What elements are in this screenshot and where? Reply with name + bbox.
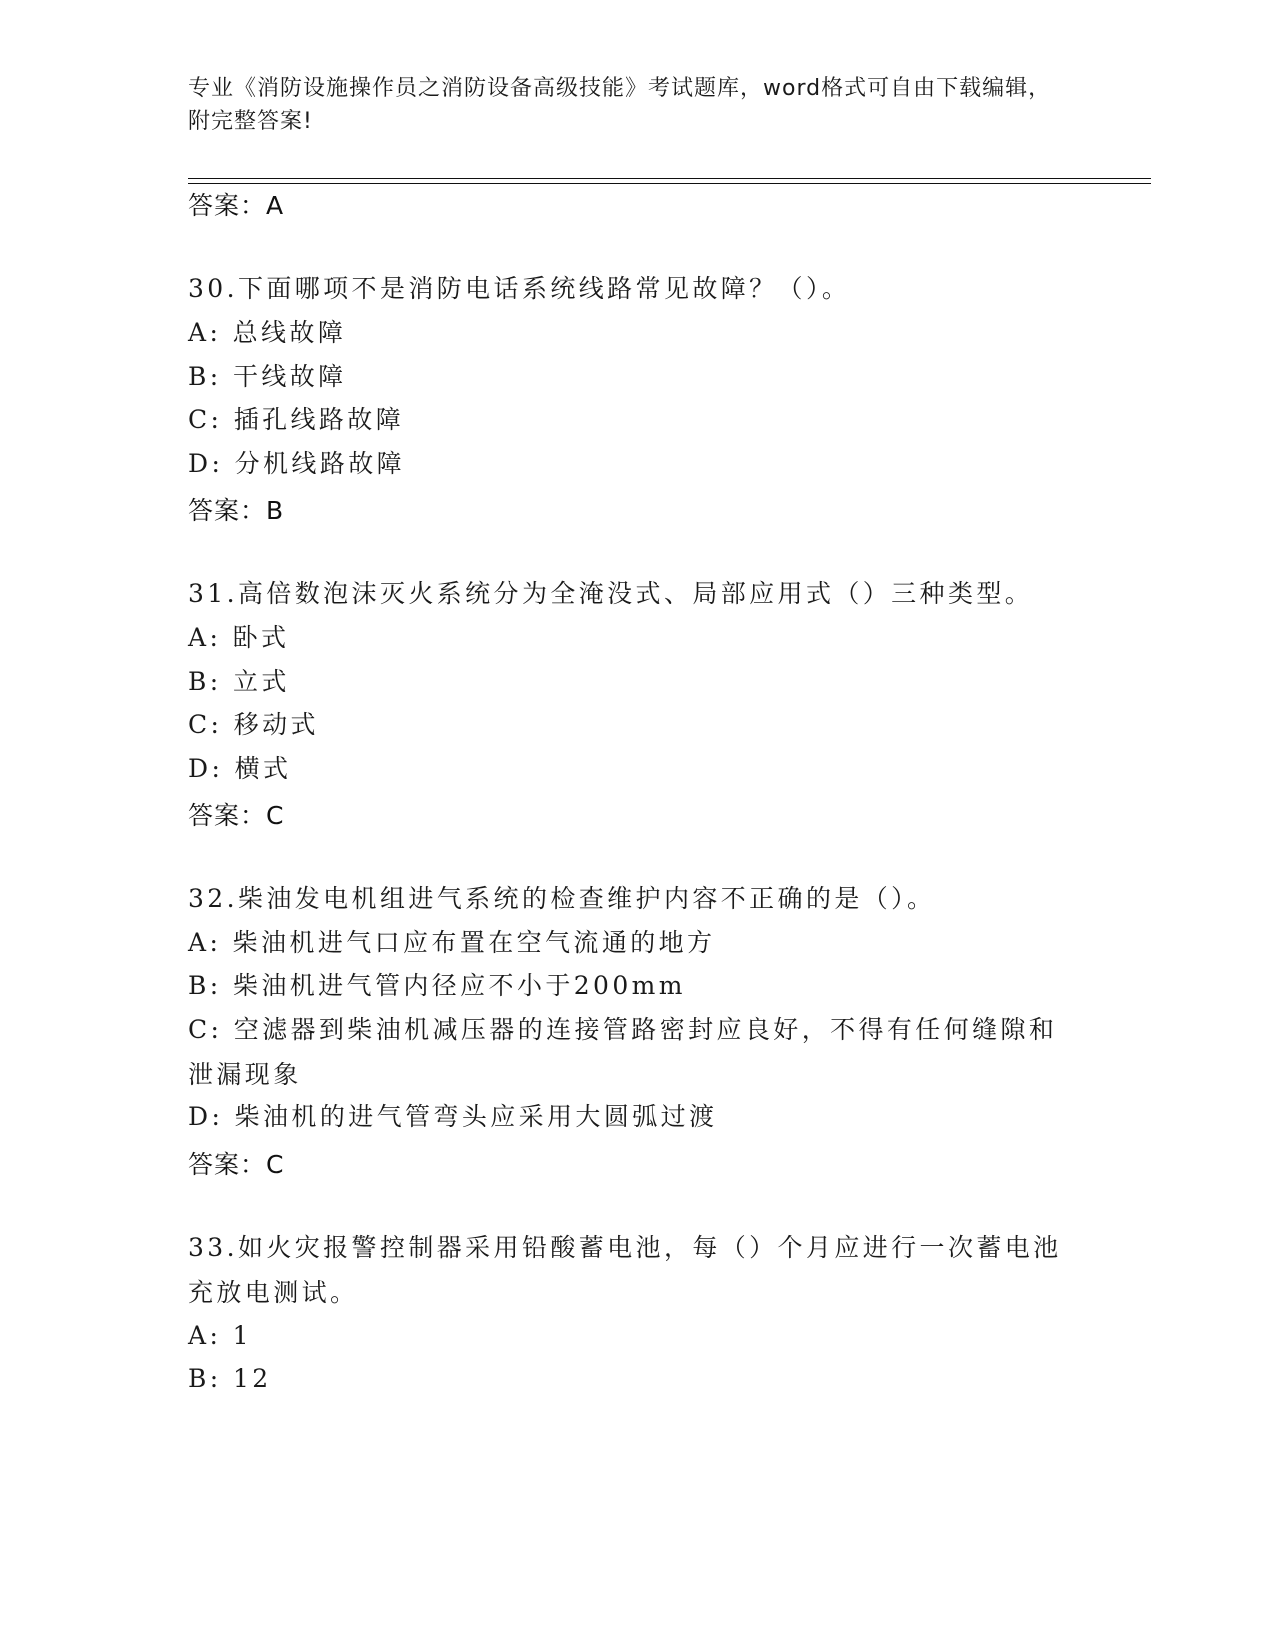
question-33-stem: 33.如火灾报警控制器采用铅酸蓄电池，每（）个月应进行一次蓄电池充放电测试。: [188, 1233, 1062, 1307]
question-31-option-c: C: 移动式: [188, 710, 319, 739]
question-33-option-a: A: 1: [188, 1321, 252, 1350]
question-31-option-a: A: 卧式: [188, 623, 290, 652]
question-32-answer: 答案：C: [188, 1150, 285, 1179]
previous-answer: 答案：A: [188, 191, 285, 220]
question-30-option-d: D: 分机线路故障: [188, 449, 406, 478]
question-32-option-b: B: 柴油机进气管内径应不小于200mm: [188, 971, 686, 1000]
question-31-option-b: B: 立式: [188, 667, 290, 696]
header-divider-top: [188, 178, 1151, 179]
question-30-option-c: C: 插孔线路故障: [188, 405, 405, 434]
question-31-stem: 31.高倍数泡沫灭火系统分为全淹没式、局部应用式（）三种类型。: [188, 579, 1034, 608]
question-32-stem: 32.柴油发电机组进气系统的检查维护内容不正确的是（）。: [188, 884, 936, 913]
question-31-answer: 答案：C: [188, 801, 285, 830]
header-divider-bottom: [188, 183, 1151, 184]
question-30-answer: 答案：B: [188, 496, 285, 525]
question-30-option-a: A: 总线故障: [188, 318, 347, 347]
document-header-text: 专业《消防设施操作员之消防设备高级技能》考试题库，word格式可自由下载编辑，附完整答案!: [188, 76, 1052, 134]
question-32-option-c: C: 空滤器到柴油机减压器的连接管路密封应良好，不得有任何缝隙和泄漏现象: [188, 1015, 1058, 1089]
question-30-option-b: B: 干线故障: [188, 362, 347, 391]
question-32-option-a: A: 柴油机进气口应布置在空气流通的地方: [188, 928, 716, 957]
question-33-option-b: B: 12: [188, 1364, 272, 1393]
question-31-option-d: D: 横式: [188, 754, 292, 783]
question-30-stem: 30.下面哪项不是消防电话系统线路常见故障？（）。: [188, 274, 851, 303]
question-32-option-d: D: 柴油机的进气管弯头应采用大圆弧过渡: [188, 1102, 718, 1131]
